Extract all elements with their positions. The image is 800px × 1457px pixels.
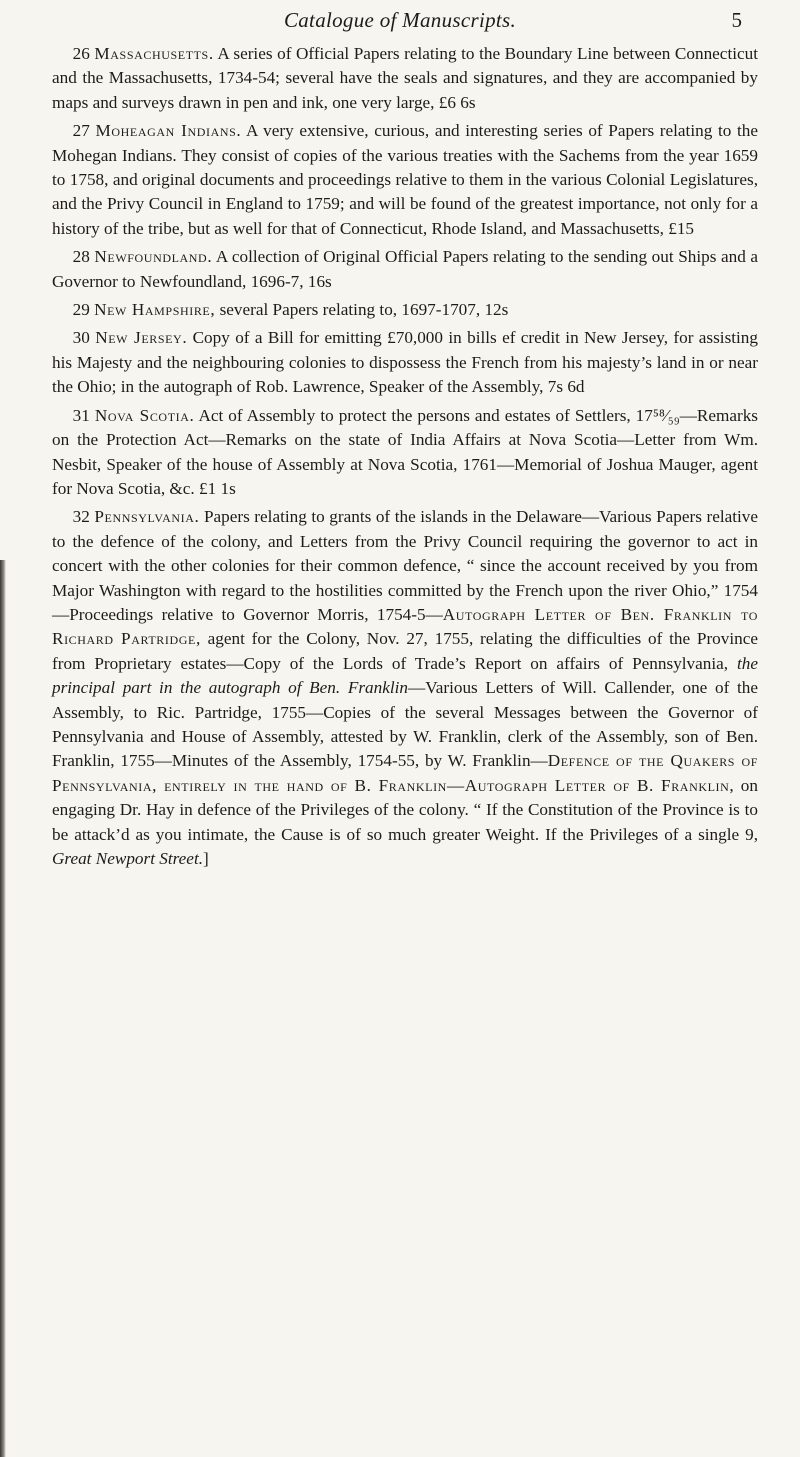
- catalogue-entry: [52, 404, 758, 502]
- imprint-bracket: ]: [203, 849, 209, 868]
- entry-italic-text: the principal part in the autograph of Ben. Franklin: [52, 653, 758, 698]
- entry-text: several Papers relating to, 1697-1707, 12s: [219, 300, 509, 320]
- entry-text: Copy of a Bill for emitting £70,000 in bills ef credit in New Jersey, for assisting his Majesty and the neighbouring colonies to dispossess the French from his majesty’s land in or near the Ohio; in the autograph of Rob. Lawrence, Speaker of the Assembly, 7s 6d: [52, 328, 758, 397]
- imprint-italic: Great Newport Street.: [52, 849, 204, 868]
- entry-number: 28: [72, 247, 90, 267]
- entry-text: on engaging Dr. Hay in defence of the Privileges of the colony. “ If the Constitution of the Province is to be attack’d as you intimate, the Cause is of so much greater Weight. If the Privileges of a single: [52, 775, 758, 844]
- entry-number: 30: [72, 328, 90, 348]
- entry-number: 27: [72, 121, 90, 141]
- binding-shadow: [0, 560, 6, 1457]
- catalogue-entry: [52, 119, 758, 241]
- entry-heading: New Hampshire,: [94, 300, 216, 320]
- entry-heading: New Jersey.: [95, 328, 188, 348]
- entry-number: 32: [72, 507, 90, 527]
- catalogue-entry: [52, 42, 758, 115]
- entry-text: agent for the Colony, Nov. 27, 1755, relating the difficulties of the Province from Proprietary estates—Copy of the Lords of Trade’s Report on affairs of Pennsylvania,: [52, 629, 758, 673]
- entry-heading: Nova Scotia.: [94, 405, 195, 425]
- entry-text: —Various Letters of Will. Callender, one of the Assembly, to Ric. Partridge, 1755—Copies of the several Messages between the Governor of Pennsylvania and House of Assembly, attested by W. Franklin, clerk of the Assembly, son of Ben. Franklin, 1755—Minutes of the Assembly, 1754-55, by W. Franklin—: [52, 678, 758, 771]
- catalogue-entry: [52, 298, 758, 322]
- entry-number: 29: [72, 300, 90, 320]
- catalogue-entry: [52, 326, 758, 399]
- entry-text: A series of Official Papers relating to the Boundary Line between Connecticut and the Massachusetts, 1734-54; several have the seals and signatures, and they are accompanied by maps and surveys drawn in pen and ink, one very large, £6 6s: [52, 44, 758, 112]
- entry-text: Papers relating to grants of the islands in the Delaware—Various Papers relative to the defence of the colony, and Letters from the Privy Council requiring the governor to act in concert with the other colonies for their common defence, “ since the account received by you from Major Washington with regard to the hostilities committed by the French upon the river Ohio,” 1754—Proceedings relative to Governor Morris, 1754-5—: [52, 507, 759, 624]
- entry-smallcaps-text: Defence of the Quakers of Pennsylvania, entirely in the hand of B. Franklin—Autograph Letter of B. Franklin,: [52, 751, 758, 795]
- page-header: [60, 8, 740, 38]
- entry-text: A very extensive, curious, and interesting series of Papers relating to the Mohegan Indians. They consist of copies of the various treaties with the Sachems from the year 1659 to 1758, and original documents and proceedings relative to them in the various Colonial Legislatures, and the Privy Council in England to 1759; and will be found of the greatest importance, not only for a history of the tribe, but as well for that of Connecticut, Rhode Island, and Massachusetts, £15: [52, 121, 758, 238]
- entry-text: Act of Assembly to protect the persons and estates of Settlers, 17⁵⁸⁄₅₉—Remarks on the Protection Act—Remarks on the state of India Affairs at Nova Scotia—Letter from Wm. Nesbit, Speaker of the house of Assembly at Nova Scotia, 1761—Memorial of Joshua Mauger, agent for Nova Scotia, &c. £1 1s: [52, 405, 758, 498]
- entry-smallcaps-text: Autograph Letter of Ben. Franklin to Richard Partridge,: [52, 604, 758, 649]
- running-title: Catalogue of Manuscripts.: [283, 8, 517, 32]
- entry-heading: Moheagan Indians.: [95, 121, 242, 141]
- catalogue-entries: [52, 42, 758, 875]
- catalogue-entry: [52, 245, 758, 294]
- entry-text: A collection of Original Official Papers relating to the sending out Ships and a Governor to Newfoundland, 1696-7, 16s: [52, 247, 758, 291]
- page-number: 5: [731, 8, 742, 32]
- entry-heading: Pennsylvania.: [94, 507, 200, 527]
- entry-number: 31: [72, 405, 90, 425]
- entry-heading: Newfoundland.: [94, 247, 213, 267]
- catalogue-entry: [52, 505, 758, 871]
- imprint-text: 9,: [745, 824, 758, 844]
- entry-number: 26: [72, 44, 90, 63]
- entry-heading: Massachusetts.: [94, 44, 214, 63]
